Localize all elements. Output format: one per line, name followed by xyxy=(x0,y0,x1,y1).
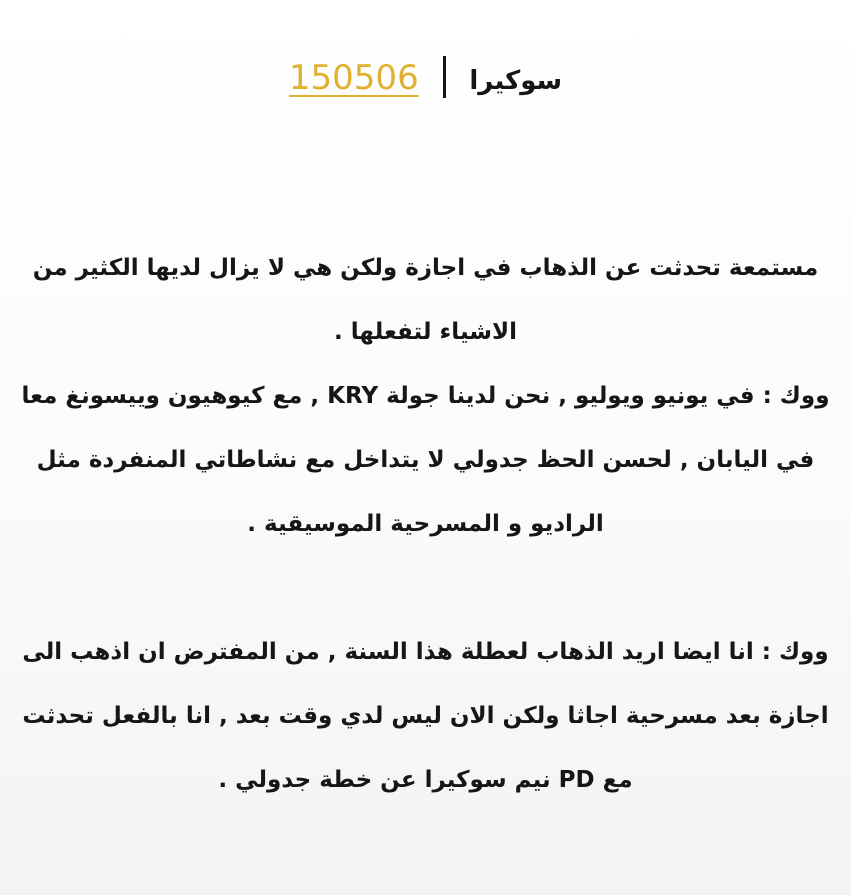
post-title: سوكيرا xyxy=(469,66,563,96)
title-separator xyxy=(443,56,446,98)
post-body xyxy=(10,236,841,812)
paragraph-wook-vacation: ووك : انا ايضا اريد الذهاب لعطلة هذا السنة , من المفترض ان اذهب الى اجازة بعد مسرحية اجاثا ولكن الان ليس لدي وقت بعد , انا بالفعل تحدثت مع PD نيم سوكيرا عن خطة جدولي . xyxy=(22,639,829,793)
post-header xyxy=(0,50,851,109)
paragraph-spacer xyxy=(10,556,841,620)
paragraph-listener: مستمعة تحدثت عن الذهاب في اجازة ولكن هي لا يزال لديها الكثير من الاشياء لتفعلها . xyxy=(32,255,819,345)
paragraph-wook-tour: ووك : في يونيو ويوليو , نحن لدينا جولة KRY , مع كيوهيون وييسونغ معا في اليابان , لحسن الحظ جدولي لا يتداخل مع نشاطاتي المنفردة مثل الراديو و المسرحية الموسيقية . xyxy=(21,383,830,537)
date-link[interactable]: 150506 xyxy=(288,58,419,98)
